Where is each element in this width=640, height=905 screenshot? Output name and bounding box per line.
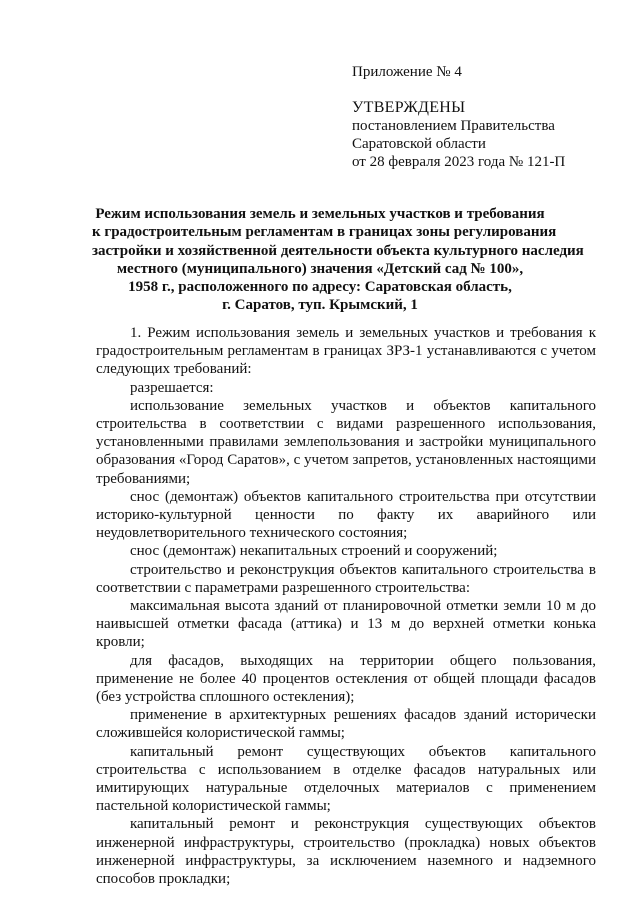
paragraph: использование земельных участков и объектов капитального строительства в соответствии с видами разрешенного использования, установленными правилами землепользования и застройки муниципального образования «Город Саратов», с учетом запретов, установленных настоящими требованиями; xyxy=(96,397,596,487)
title-line: местного (муниципального) значения «Детский сад № 100», xyxy=(116,260,524,277)
paragraph: капитальный ремонт существующих объектов капитального строительства с использованием в отделке фасадов натуральных или имитирующих натуральные отделочных материалов с применением пастельной колористической гаммы; xyxy=(96,743,596,815)
paragraph: капитальный ремонт и реконструкция существующих объектов инженерной инфраструктуры, строительство (прокладка) новых объектов инженерной инфраструктуры, за исключением наземного и надземного способов прокладки; xyxy=(96,816,596,888)
document-title xyxy=(92,205,584,315)
paragraph: 1. Режим использования земель и земельных участков и требования к градостроительным регламентам в границах ЗРЗ-1 устанавливаются с учетом следующих требований: xyxy=(96,325,596,378)
title-line: г. Саратов, туп. Крымский, 1 xyxy=(222,297,418,314)
paragraph: снос (демонтаж) некапитальных строений и сооружений; xyxy=(130,543,498,560)
document-body xyxy=(96,324,596,888)
paragraph: применение в архитектурных решениях фасадов зданий исторически сложившейся колористической гаммы; xyxy=(96,707,596,742)
title-line: 1958 г., расположенного по адресу: Саратовская область, xyxy=(128,279,512,296)
paragraph: максимальная высота зданий от планировочной отметки земли 10 м до наивысшей отметки фасада (аттика) и 13 м до верхней отметки конька кровли; xyxy=(96,598,596,651)
title-line: Режим использования земель и земельных участков и требования xyxy=(95,206,545,222)
approval-line: Саратовской области xyxy=(352,136,486,152)
approval-line: от 28 февраля 2023 года № 121-П xyxy=(352,154,566,170)
approval-block xyxy=(352,63,612,171)
title-line: застройки и хозяйственной деятельности объекта культурного наследия xyxy=(92,242,584,259)
paragraph: разрешается: xyxy=(130,379,214,396)
paragraph: для фасадов, выходящих на территории общего пользования, применение не более 40 процентов остекления от общей площади фасадов (без устройства сплошного остекления); xyxy=(96,652,596,706)
paragraph: снос (демонтаж) объектов капитального строительства при отсутствии историко-культурной ценности по факту их аварийного или неудовлетворительного технического состояния; xyxy=(96,488,596,542)
appendix-number: Приложение № 4 xyxy=(352,64,462,80)
approval-line: постановлением Правительства xyxy=(352,118,555,134)
approved-heading: УТВЕРЖДЕНЫ xyxy=(352,99,466,116)
paragraph: строительство и реконструкция объектов капитального строительства в соответствии с параметрами разрешенного строительства: xyxy=(96,561,596,596)
title-line: к градостроительным регламентам в границах зоны регулирования xyxy=(92,224,557,241)
